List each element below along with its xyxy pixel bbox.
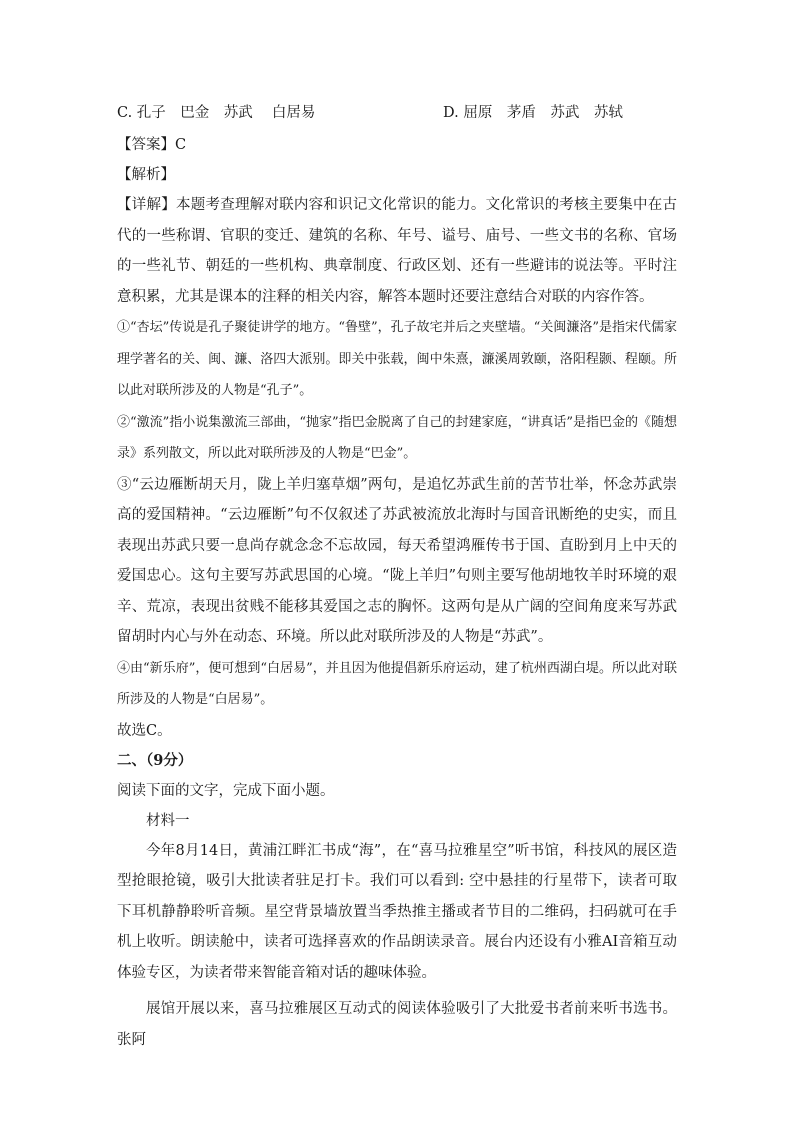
detail-tag: 【详解】 (117, 197, 176, 213)
instruction: 阅读下面的文字，完成下面小题。 (117, 782, 335, 799)
answer-options (117, 100, 677, 126)
material-paragraph-1: 今年8月14日，黄浦江畔汇书成“海”，在“喜马拉雅星空”听书馆，科技风的展区造型抢眼抢镜，吸引大批读者驻足打卡。我们可以看到: 空中悬挂的行星带下，读者可取下耳机静静聆听音频。星空背景墙放置当季热推主播或者节目的二维码，扫码就可在手机上收听。朗读舱中，读者可选择喜欢的作品朗读录音。展台内还设有小雅AI音箱互动体验专区，为读者带来智能音箱对话的趣味体验。 (117, 842, 677, 981)
material-label: 材料一 (146, 812, 190, 829)
point-1: ①“杏坛”传说是孔子聚徒讲学的地方。“鲁壁”，孔子故宅并后之夹壁墙。“关闽濂洛”是指宋代儒家理学著名的关、闽、濂、洛四大派别。即关中张载，闽中朱熹，濂溪周敦颐，洛阳程颢、程颐。所以此对联所涉及的人物是“孔子”。 (117, 320, 677, 398)
point-3: ③“云边雁断胡天月，陇上羊归塞草烟”两句，是追忆苏武生前的苦节壮举，怀念苏武崇高的爱国精神。“云边雁断”句不仅叙述了苏武被流放北海时与国音讯断绝的史实，而且表现出苏武只要一息尚存就念念不忘故园，每天希望鸿雁传书于国、直盼到月上中天的爱国忠心。这句主要写苏武思国的心境。“陇上羊归”句则主要写他胡地牧羊时环境的艰辛、荒凉，表现出贫贱不能移其爱国之志的胸怀。这两句是从广阔的空间角度来写苏武留胡时内心与外在动态、环境。所以此对联所涉及的人物是“苏武”。 (117, 476, 677, 645)
option-c: C. 孔子 巴金 苏武 白居易 (117, 105, 316, 121)
detail-paragraph (117, 190, 677, 312)
detail-text: 本题考查理解对联内容和识记文化常识的能力。文化常识的考核主要集中在古代的一些称谓、官职的变迁、建筑的名称、年号、谥号、庙号、一些文书的名称、官场的一些礼节、朝廷的一些机构、典章制度、行政区划、还有一些避讳的说法等。平时注意积累，尤其是课本的注释的相关内容，解答本题时还要注意结合对联的内容作答。 (117, 197, 678, 305)
option-d: D. 屈原 茅盾 苏武 苏轼 (443, 105, 623, 121)
point-2: ②“激流”指小说集激流三部曲，“抛家”指巴金脱离了自己的封建家庭，“讲真话”是指巴金的《随想录》系列散文，所以此对联所涉及的人物是“巴金”。 (117, 414, 677, 461)
material-paragraph-2: 展馆开展以来，喜马拉雅展区互动式的阅读体验吸引了大批爱书者前来听书选书。张阿 (117, 1001, 677, 1048)
document-page (117, 100, 677, 1055)
answer-label: 【答案】C (117, 137, 187, 153)
conclusion: 故选C。 (117, 722, 172, 739)
section-heading: 二、（9分） (117, 751, 193, 769)
point-4: ④由“新乐府”，便可想到“白居易”，并且因为他提倡新乐府运动，建了杭州西湖白堤。所以此对联所涉及的人物是“白居易”。 (117, 660, 677, 707)
analysis-label: 【解析】 (117, 167, 175, 183)
